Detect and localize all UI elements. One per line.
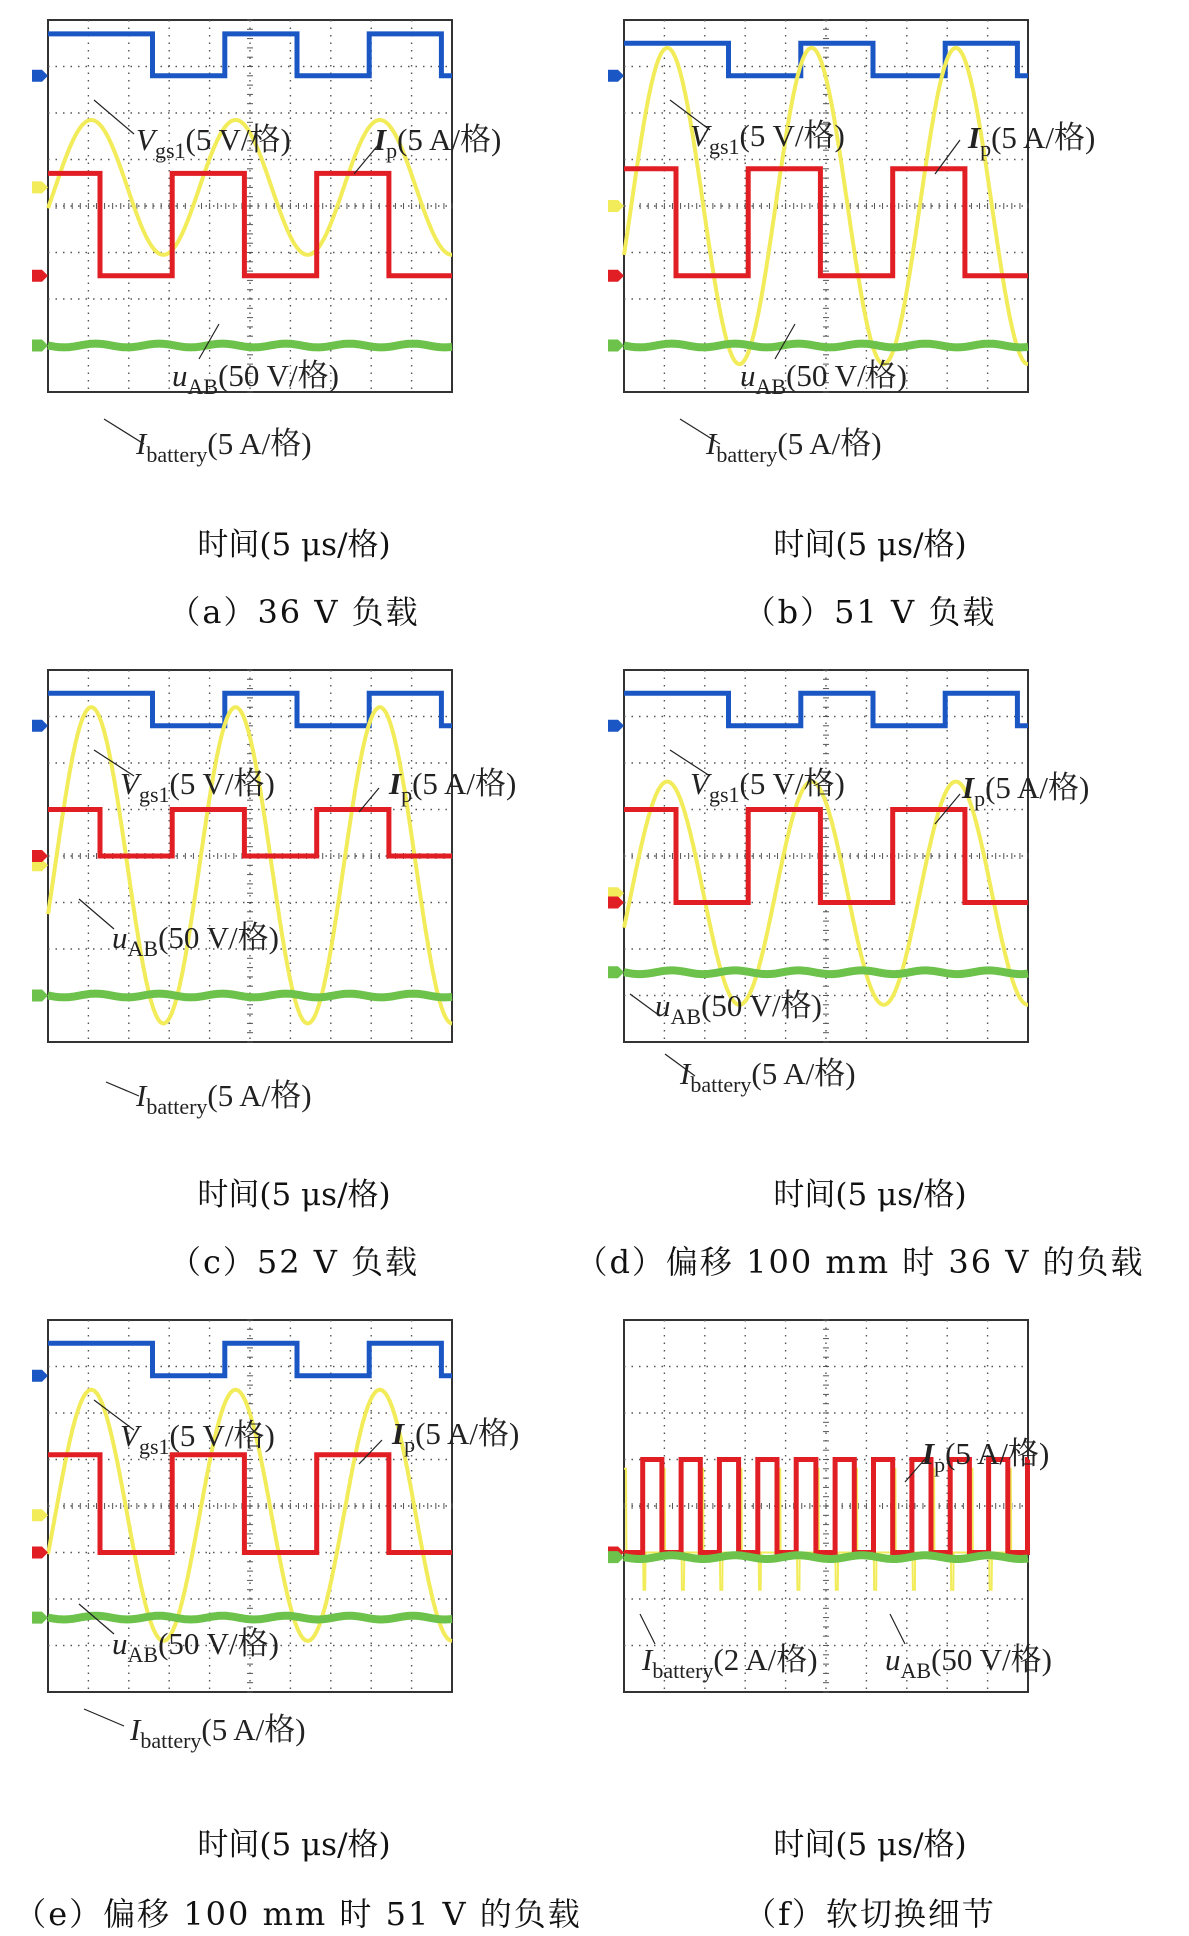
channel-marker-vgs1 [32,1370,48,1382]
label-vgs-a: $V_{gs1}(5$ V/格) [136,122,291,163]
panel-c [24,664,564,1281]
panel-e [14,1314,582,1933]
label-ip-b: $I_p(5$ A/格) [968,120,1096,161]
channel-marker-vgs1 [32,720,48,732]
xlabel-f: 时间(5 μs/格) [773,1827,967,1863]
channel-marker-ip [32,1509,48,1521]
trace-ibattery [48,994,452,998]
label-ip-c: $I_p(5$ A/格) [389,766,517,807]
label-ibat-f: $I_{battery}(2$ A/格) [642,1642,818,1683]
label-uab-a: $u_{AB}(50$ V/格) [172,358,339,399]
leader-ibat-e [84,1709,124,1726]
markers-f [608,1547,624,1564]
label-uab-d: $u_{AB}(50$ V/格) [655,988,822,1029]
scope-d [600,664,1140,1154]
channel-marker-uab [32,1547,48,1559]
channel-marker-uab [32,270,48,282]
caption-e: （e）偏移 100 mm 时 51 V 的负载 [14,1895,582,1933]
label-ibat-d: $I_{battery}(5$ A/格) [680,1056,856,1097]
label-ibat-b: $I_{battery}(5$ A/格) [706,426,882,467]
channel-marker-ibattery [32,1612,48,1624]
scope-c [24,664,564,1154]
label-uab-f: $u_{AB}(50$ V/格) [885,1642,1052,1683]
label-vgs-c: $V_{gs1}(5$ V/格) [120,766,275,807]
scope-a [24,14,564,504]
label-uab-e: $u_{AB}(50$ V/格) [112,1626,279,1667]
scope-e [24,1314,564,1804]
markers-e [32,1370,48,1624]
xlabel-d: 时间(5 μs/格) [773,1177,967,1213]
markers-c [32,720,48,1002]
leader-ibat-c [106,1082,139,1096]
channel-marker-ip [608,200,624,212]
label-uab-b: $u_{AB}(50$ V/格) [740,358,907,399]
caption-b: （b）51 V 负载 [743,593,997,631]
label-ibat-a: $I_{battery}(5$ A/格) [136,426,312,467]
label-ip-e: $I_p(5$ A/格) [392,1416,520,1457]
channel-marker-ibattery [32,340,48,352]
panel-a [24,14,564,631]
channel-marker-uab [608,270,624,282]
panel-d [575,664,1160,1281]
xlabel-a: 时间(5 μs/格) [197,527,391,563]
trace-ibattery [624,1555,1028,1559]
label-vgs-b: $V_{gs1}(5$ V/格) [690,118,845,159]
trace-ibattery [48,1616,452,1620]
caption-c: （c）52 V 负载 [168,1243,420,1281]
label-vgs-d: $V_{gs1}(5$ V/格) [690,766,845,807]
panel-b [600,14,1140,631]
channel-marker-ip [32,181,48,193]
channel-marker-ibattery [608,966,624,978]
channel-marker-vgs1 [608,70,624,82]
caption-d: （d）偏移 100 mm 时 36 V 的负载 [575,1243,1145,1281]
channel-marker-ibattery [32,990,48,1002]
label-vgs-e: $V_{gs1}(5$ V/格) [120,1418,275,1459]
channel-marker-uab [608,897,624,909]
label-ibat-e: $I_{battery}(5$ A/格) [130,1712,306,1753]
caption-a: （a）36 V 负载 [168,593,420,631]
label-ip-f: $I_p(5$ A/格) [922,1436,1050,1477]
scope-b [600,14,1140,504]
xlabel-c: 时间(5 μs/格) [197,1177,391,1213]
markers-d [608,720,624,978]
channel-marker-vgs1 [32,70,48,82]
channel-marker-vgs1 [608,720,624,732]
trace-ibattery [624,970,1028,974]
label-ip-a: $I_p(5$ A/格) [374,122,502,163]
label-ibat-c: $I_{battery}(5$ A/格) [136,1078,312,1119]
channel-marker-ibattery [608,340,624,352]
grid-d [624,670,1028,1042]
channel-marker-uab [32,850,48,862]
panel-f [600,1314,1140,1933]
markers-b [608,70,624,352]
markers-a [32,70,48,352]
trace-ibattery [624,344,1028,348]
xlabel-e: 时间(5 μs/格) [197,1827,391,1863]
scope-f [600,1314,1140,1804]
trace-ibattery [48,344,452,348]
label-uab-c: $u_{AB}(50$ V/格) [112,920,279,961]
label-ip-d: $I_p(5$ A/格) [962,770,1090,811]
xlabel-b: 时间(5 μs/格) [773,527,967,563]
caption-f: （f）软切换细节 [744,1895,996,1933]
